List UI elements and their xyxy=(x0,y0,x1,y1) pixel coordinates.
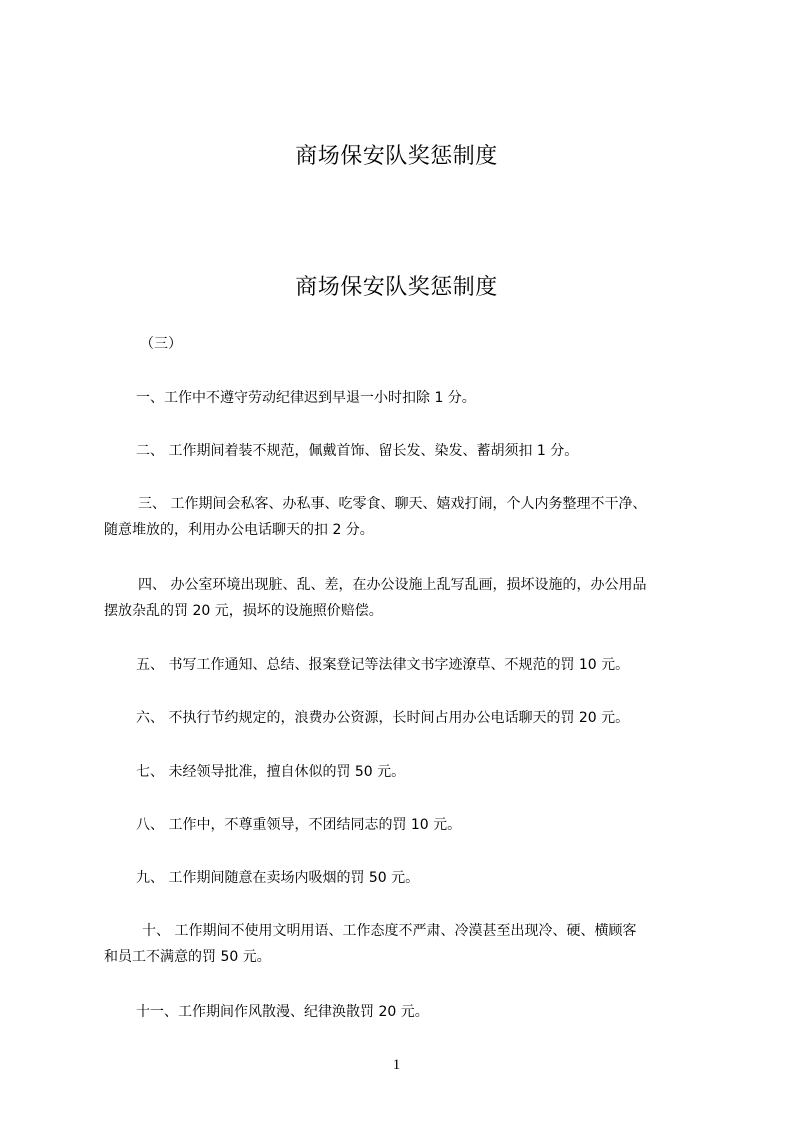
document-title-main: 商场保安队奖惩制度 xyxy=(295,275,498,300)
rule-5-text: 五、 书写工作通知、总结、报案登记等法律文书字迹潦草、不规范的罚 10 元。 xyxy=(136,657,630,673)
rule-11-text: 十一、工作期间作风散漫、纪律涣散罚 20 元。 xyxy=(136,1004,429,1020)
rule-7-text: 七、 未经领导批准，擅自休似的罚 50 元。 xyxy=(136,764,406,780)
rule-6 xyxy=(104,705,748,731)
rule-7 xyxy=(104,759,748,785)
rule-4 xyxy=(104,572,716,624)
rule-3-line-2: 随意堆放的，利用办公电话聊天的扣 2 分。 xyxy=(104,522,374,538)
rule-1-text: 一、工作中不遵守劳动纪律迟到早退一小时扣除 1 分。 xyxy=(136,390,476,406)
rule-8-text: 八、 工作中，不尊重领导，不团结同志的罚 10 元。 xyxy=(136,817,462,833)
rule-8 xyxy=(104,812,748,838)
rule-10-line-2: 和员工不满意的罚 50 元。 xyxy=(104,949,271,965)
rule-4-line-2: 摆放杂乱的罚 20 元，损坏的设施照价赔偿。 xyxy=(104,603,383,619)
page-number: 1 xyxy=(392,1057,401,1073)
section-label: （三） xyxy=(140,336,182,352)
rule-11 xyxy=(104,999,748,1025)
rule-6-text: 六、 不执行节约规定的，浪费办公资源，长时间占用办公电话聊天的罚 20 元。 xyxy=(136,710,630,726)
rule-9-text: 九、 工作期间随意在卖场内吸烟的罚 50 元。 xyxy=(136,870,420,886)
rule-2-text: 二、 工作期间着装不规范，佩戴首饰、留长发、染发、蓄胡须扣 1 分。 xyxy=(136,443,579,459)
rule-10-line-1: 十、 工作期间不使用文明用语、工作态度不严肃、冷漠甚至出现冷、硬、横顾客 xyxy=(142,923,637,939)
rule-3-line-1: 三、 工作期间会私客、办私事、吃零食、聊天、嬉戏打闹，个人内务整理不干净、 xyxy=(138,496,647,512)
rule-2 xyxy=(104,438,748,464)
document-title-top: 商场保安队奖惩制度 xyxy=(295,144,498,169)
rule-4-line-1: 四、 办公室环境出现脏、乱、差，在办公设施上乱写乱画，损坏设施的，办公用品 xyxy=(138,577,647,593)
rule-3 xyxy=(104,491,716,543)
rule-1 xyxy=(104,385,748,411)
rule-9 xyxy=(104,865,748,891)
rule-5 xyxy=(104,652,748,678)
rule-10 xyxy=(104,918,716,970)
